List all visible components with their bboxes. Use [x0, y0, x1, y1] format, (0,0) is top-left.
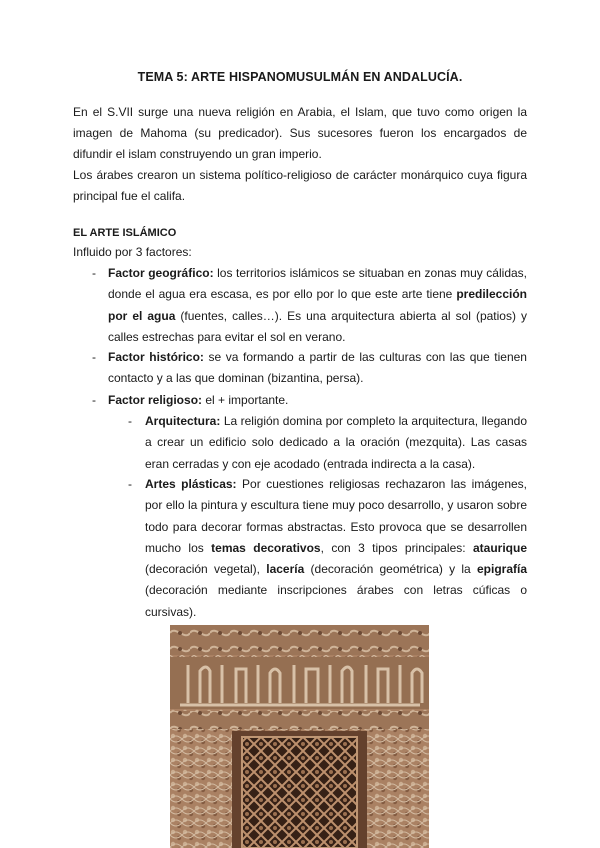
intro-paragraph-2: Los árabes crearon un sistema político-religioso de carácter monárquico cuya figura principal fue el califa.: [73, 168, 527, 203]
list-bullet-dash: -: [92, 350, 96, 364]
page-title: TEMA 5: ARTE HISPANOMUSULMÁN EN ANDALUCÍA.: [137, 70, 463, 84]
text-geographic-2: (fuentes, calles…). Es una arquitectura abierta al sol (patios) y calles estrechas para evitar el sol en verano.: [108, 308, 527, 344]
bold-water: predilección por el agua: [108, 287, 527, 323]
label-historic: Factor histórico:: [108, 350, 204, 364]
intro-paragraph-1: En el S.VII surge una nueva religión en Arabia, el Islam, que tuvo como origen la imagen de Mahoma (su predicador). Sus sucesores fueron los encargados de difundir el islam construyendo un gran imperio.: [73, 105, 527, 161]
sublist-item-architecture: [145, 411, 527, 475]
text-plastic-arts-4: (decoración geométrica) y la: [304, 562, 477, 577]
sublist-item-plastic-arts: [145, 474, 527, 623]
text-geographic-1: los territorios islámicos se situaban en zonas muy cálidas, donde el agua era escasa, es por ello por lo que este arte tiene: [108, 266, 527, 302]
text-historic: se va formando a partir de las culturas con las que tienen contacto y a las que dominan (bizantina, persa).: [108, 350, 527, 386]
bold-epigrafia: epigrafía: [476, 562, 527, 577]
islamic-stucco-photo: [170, 625, 429, 848]
text-religious: el + importante.: [202, 393, 289, 407]
text-plastic-arts-3: (decoración vegetal),: [145, 562, 267, 577]
label-religious: Factor religioso:: [108, 393, 203, 407]
text-plastic-arts-1: Por cuestiones religiosas rechazaron las imágenes, por ello la pintura y escultura tiene muy poco desarrollo, y usaron sobre todo para decorar formas abstractas. Esto provoca que se desarrollen mucho los: [145, 477, 528, 555]
text-architecture: La religión domina por completo la arquitectura, llegando a crear un edificio solo dedicado a la oración (mezquita). Las casas eran cerradas y con eje acodado (entrada indirecta a la casa).: [145, 414, 527, 471]
list-item-geographic: [108, 263, 527, 348]
bold-ataurique: ataurique: [472, 540, 527, 555]
list-bullet-dash: -: [92, 393, 96, 407]
section-subtitle: Influido por 3 factores:: [73, 245, 192, 259]
list-item-religious: [108, 390, 527, 411]
list-item-historic: [108, 347, 527, 390]
text-plastic-arts-2: , con 3 tipos principales:: [320, 540, 473, 555]
bold-decorative-themes: temas decorativos: [211, 540, 321, 555]
text-plastic-arts-5: (decoración mediante inscripciones árabes con letras cúficas o cursivas).: [145, 583, 527, 619]
sublist-bullet-dash: -: [128, 477, 132, 491]
list-bullet-dash: -: [92, 266, 96, 280]
label-architecture: Arquitectura:: [145, 414, 221, 428]
bold-laceria: lacería: [266, 562, 305, 577]
label-geographic: Factor geográfico:: [108, 266, 214, 280]
section-heading: EL ARTE ISLÁMICO: [73, 227, 177, 239]
sublist-bullet-dash: -: [128, 414, 132, 428]
label-plastic-arts: Artes plásticas:: [145, 477, 237, 491]
